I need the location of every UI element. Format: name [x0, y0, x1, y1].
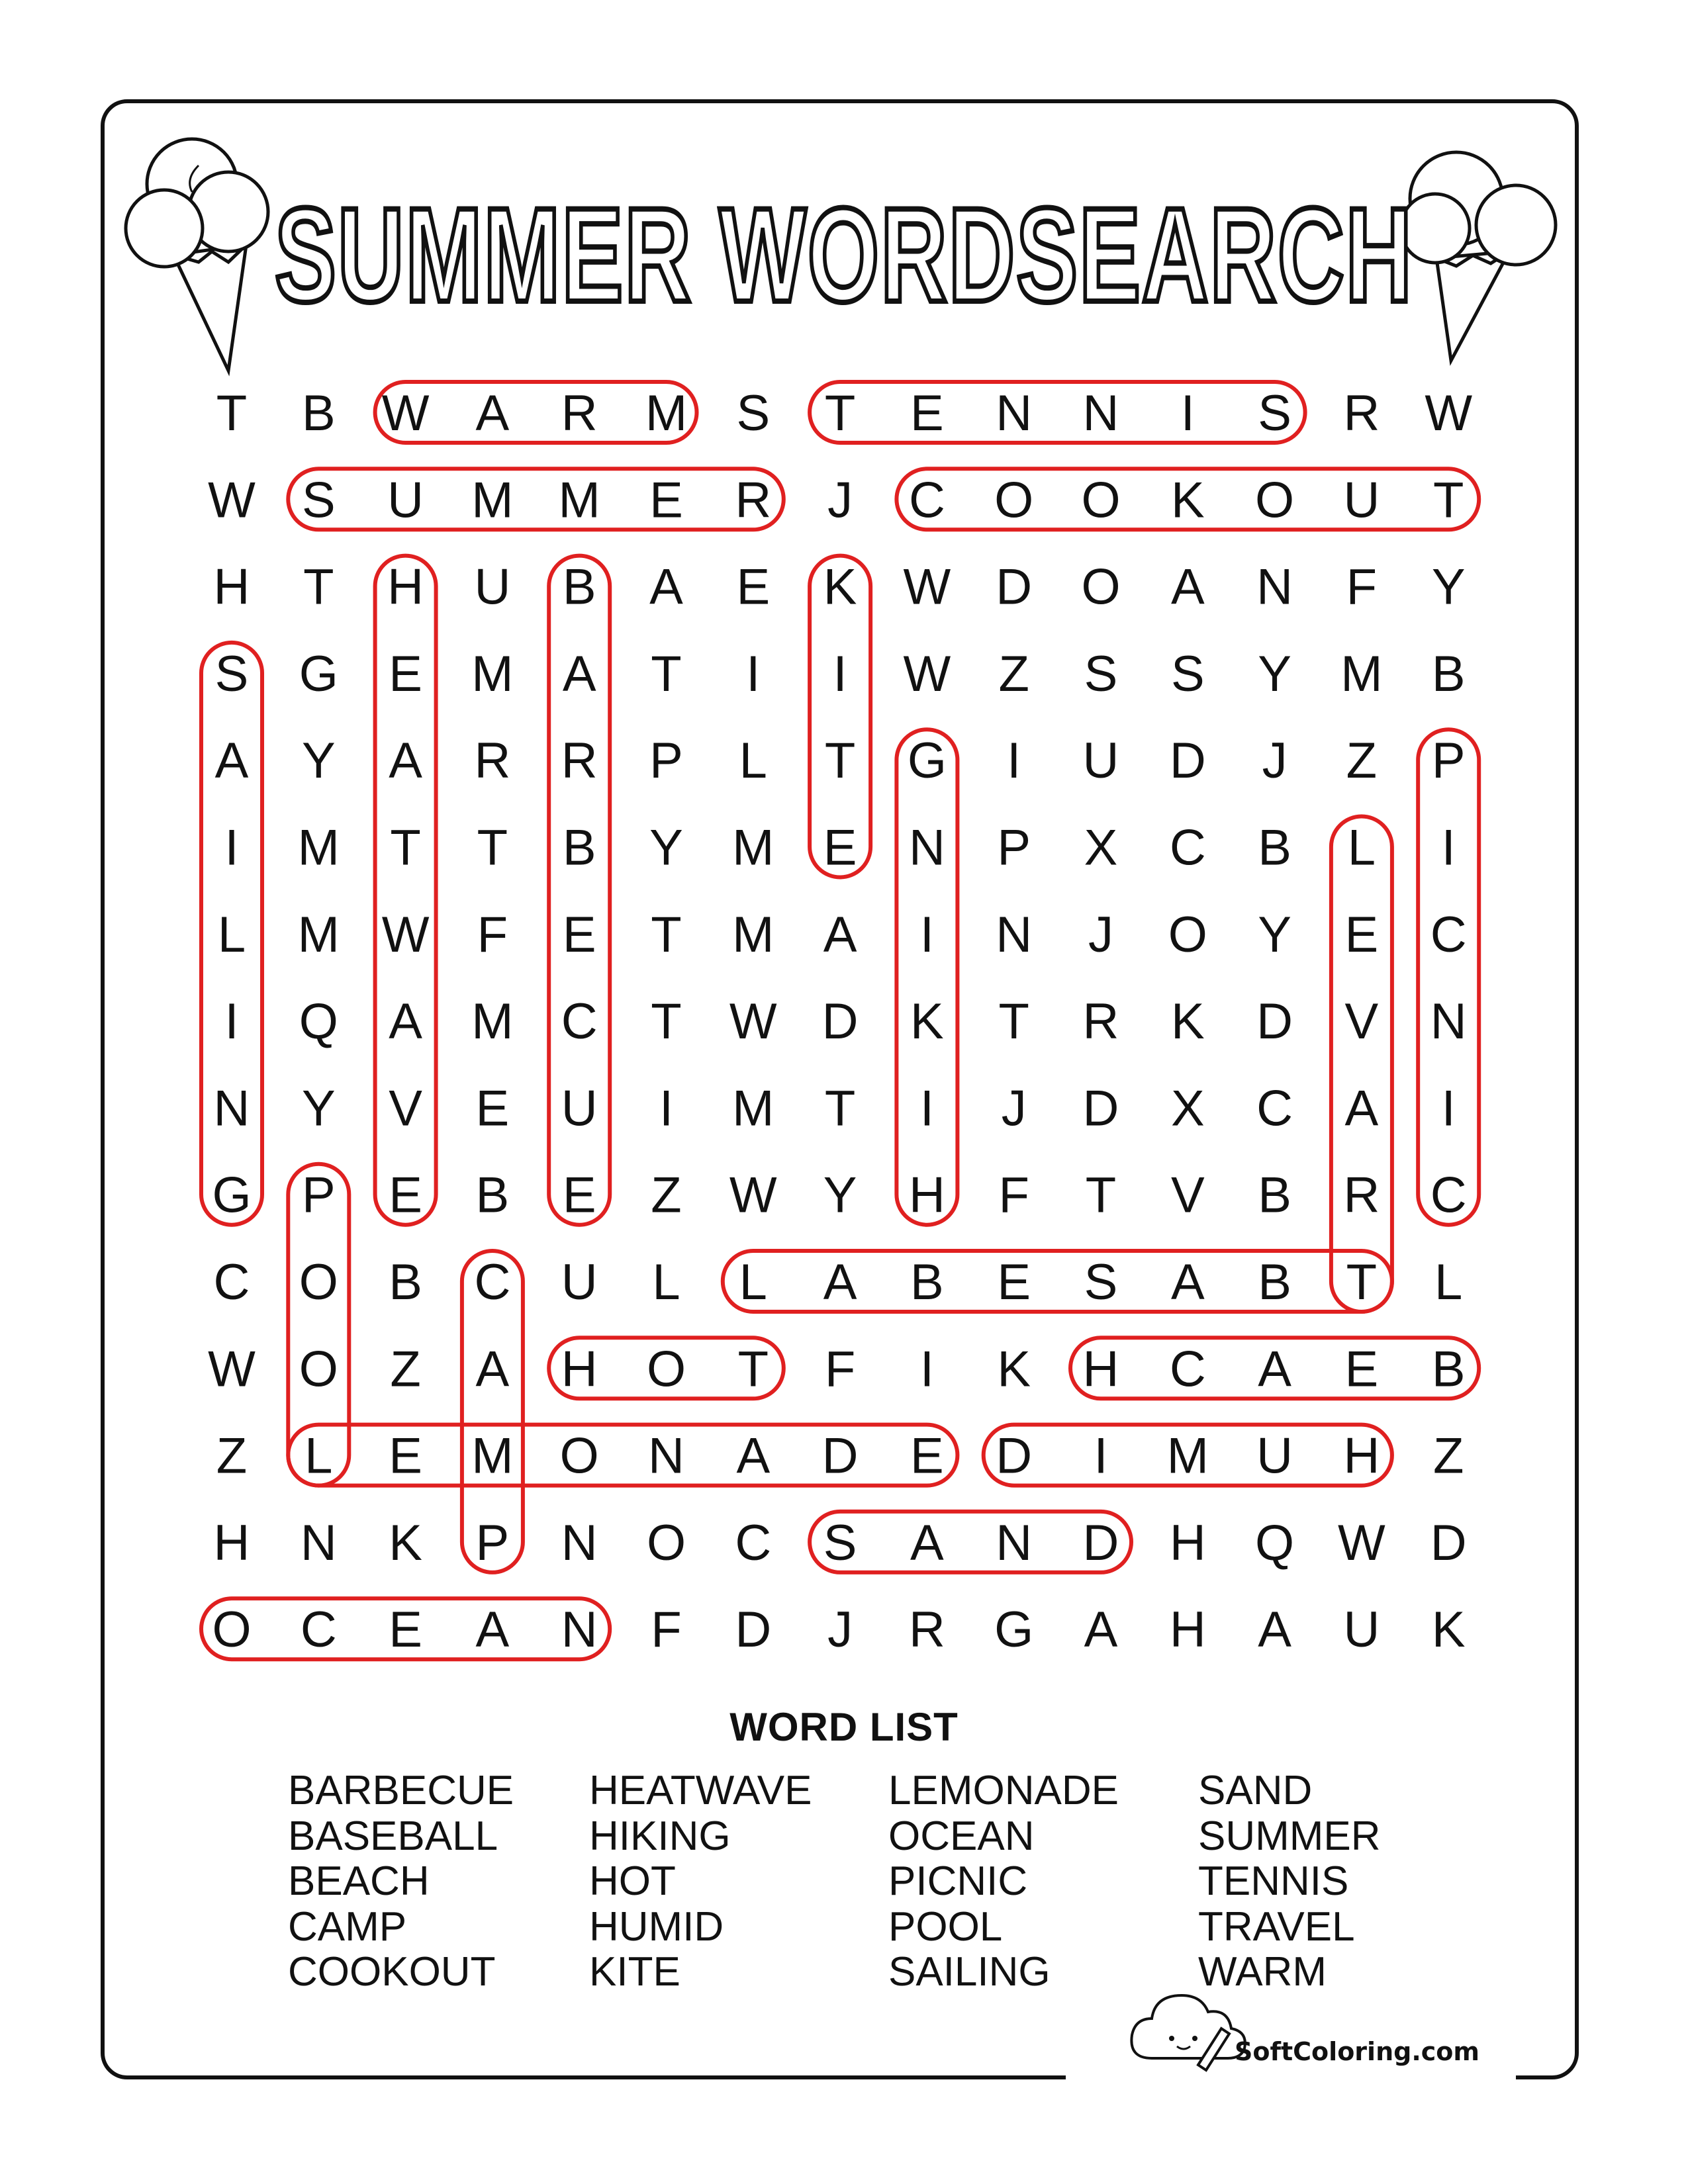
- grid-letter: M: [471, 1428, 514, 1484]
- grid-letter: M: [471, 993, 514, 1050]
- grid-letter: S: [214, 645, 249, 702]
- grid-letter: L: [305, 1428, 333, 1484]
- grid-letter: C: [561, 993, 598, 1050]
- grid-letter: J: [827, 1602, 853, 1659]
- grid-letter: O: [646, 1341, 686, 1398]
- grid-letter: A: [1344, 1080, 1379, 1137]
- grid-letter: J: [827, 472, 853, 529]
- word-list-item: BASEBALL: [288, 1813, 498, 1859]
- grid-letter: G: [212, 1167, 252, 1224]
- grid-letter: A: [1084, 1602, 1118, 1659]
- grid-letter: C: [1430, 1167, 1467, 1224]
- grid-letter: L: [652, 1254, 680, 1310]
- grid-letter: D: [1256, 993, 1293, 1050]
- grid-letter: F: [824, 1341, 856, 1398]
- grid-letter: H: [1169, 1602, 1206, 1659]
- grid-letter: F: [651, 1602, 682, 1659]
- grid-letter: K: [910, 993, 944, 1050]
- grid-letter: W: [903, 559, 951, 615]
- grid-letter: I: [919, 1080, 934, 1137]
- grid-letter: T: [651, 906, 682, 963]
- page-title: SUMMER WORDSEARCH: [274, 180, 1413, 330]
- grid-letter: A: [1258, 1341, 1291, 1398]
- grid-letter: Y: [301, 733, 336, 790]
- grid-letter: T: [737, 1341, 769, 1398]
- grid-letter: C: [908, 472, 945, 529]
- grid-letter: Y: [1258, 906, 1291, 963]
- grid-letter: I: [833, 645, 847, 702]
- word-list-item: HIKING: [589, 1813, 731, 1859]
- grid-letter: Z: [216, 1428, 248, 1484]
- grid-letter: B: [475, 1167, 510, 1224]
- grid-letter: N: [648, 1428, 684, 1484]
- grid-letter: L: [739, 733, 767, 790]
- grid-letter: M: [645, 385, 688, 441]
- word-list-item: POOL: [888, 1903, 1003, 1950]
- word-list-item: SAND: [1198, 1768, 1313, 1813]
- grid-letter: G: [907, 733, 947, 790]
- grid-letter: N: [996, 906, 1033, 963]
- grid-letter: T: [824, 733, 856, 790]
- grid-letter: Q: [1255, 1514, 1295, 1571]
- found-word-highlight: [896, 729, 957, 1225]
- grid-letter: N: [561, 1602, 598, 1659]
- grid-letter: G: [994, 1602, 1034, 1659]
- found-word-highlight: [1418, 729, 1479, 1225]
- grid-letter: A: [910, 1514, 944, 1571]
- grid-letter: W: [729, 1167, 777, 1224]
- grid-letter: X: [1084, 819, 1118, 876]
- grid-letter: U: [561, 1080, 598, 1137]
- grid-letter: M: [471, 472, 514, 529]
- grid-letter: T: [1085, 1167, 1117, 1224]
- grid-letter: A: [475, 1602, 510, 1659]
- grid-letter: Z: [651, 1167, 682, 1224]
- grid-letter: W: [729, 993, 777, 1050]
- grid-letter: M: [297, 819, 340, 876]
- grid-letter: C: [735, 1514, 772, 1571]
- grid-letter: E: [649, 472, 683, 529]
- grid-letter: R: [474, 733, 511, 790]
- grid-letter: V: [389, 1080, 422, 1137]
- grid-letter: H: [1082, 1341, 1119, 1398]
- grid-letter: O: [299, 1254, 338, 1310]
- grid-letter: M: [558, 472, 600, 529]
- grid-letter: P: [301, 1167, 336, 1224]
- grid-letter: U: [561, 1254, 598, 1310]
- grid-letter: H: [1169, 1514, 1206, 1571]
- grid-letter: W: [1425, 385, 1473, 441]
- grid-letter: N: [1082, 385, 1119, 441]
- grid-letter: Z: [1432, 1428, 1464, 1484]
- grid-letter: N: [1430, 993, 1467, 1050]
- grid-letter: T: [216, 385, 248, 441]
- word-list-column: [288, 1768, 514, 1995]
- grid-letter: H: [387, 559, 424, 615]
- grid-letter: E: [562, 1167, 596, 1224]
- grid-letter: M: [732, 819, 774, 876]
- grid-letter: E: [562, 906, 596, 963]
- grid-letter: B: [1431, 645, 1466, 702]
- grid-letter: P: [997, 819, 1031, 876]
- grid-letter: N: [996, 1514, 1033, 1571]
- grid-letter: U: [387, 472, 424, 529]
- grid-letter: S: [1084, 645, 1118, 702]
- word-list-item: HOT: [589, 1858, 676, 1904]
- grid-letter: E: [475, 1080, 510, 1137]
- grid-letter: A: [1170, 1254, 1205, 1310]
- grid-letter: T: [1432, 472, 1464, 529]
- grid-letter: P: [475, 1514, 510, 1571]
- grid-letter: R: [1343, 1167, 1380, 1224]
- grid-letter: A: [823, 1254, 857, 1310]
- grid-letter: W: [1338, 1514, 1385, 1571]
- grid-letter: I: [224, 819, 239, 876]
- grid-letter: K: [1170, 993, 1205, 1050]
- grid-letter: H: [1343, 1428, 1380, 1484]
- grid-letter: I: [1007, 733, 1021, 790]
- grid-letter: S: [301, 472, 336, 529]
- grid-letter: I: [659, 1080, 674, 1137]
- grid-letter: P: [1431, 733, 1466, 790]
- word-list-item: PICNIC: [888, 1858, 1028, 1904]
- word-list-item: TRAVEL: [1198, 1903, 1355, 1950]
- grid-letter: T: [390, 819, 421, 876]
- word-list-item: CAMP: [288, 1903, 407, 1950]
- grid-letter: Y: [1258, 645, 1291, 702]
- grid-letter: B: [1431, 1341, 1466, 1398]
- grid-letter: C: [474, 1254, 511, 1310]
- grid-letter: L: [1347, 819, 1376, 876]
- grid-letter: N: [561, 1514, 598, 1571]
- grid-letter: R: [735, 472, 772, 529]
- grid-letter: O: [212, 1602, 252, 1659]
- word-list-item: COOKOUT: [288, 1949, 496, 1995]
- grid-letter: S: [823, 1514, 857, 1571]
- grid-letter: U: [1343, 472, 1380, 529]
- word-list-item: SUMMER: [1198, 1813, 1381, 1859]
- grid-letter: B: [562, 819, 596, 876]
- grid-letter: R: [1343, 385, 1380, 441]
- grid-letter: T: [824, 385, 856, 441]
- grid-letter: U: [474, 559, 511, 615]
- grid-letter: B: [562, 559, 596, 615]
- word-list-item: HEATWAVE: [589, 1768, 812, 1813]
- grid-letter: M: [1166, 1428, 1209, 1484]
- grid-letter: V: [1170, 1167, 1205, 1224]
- grid-letter: Z: [1346, 733, 1378, 790]
- grid-letter: E: [389, 1167, 422, 1224]
- grid-letter: I: [224, 993, 239, 1050]
- grid-letter: A: [1170, 559, 1205, 615]
- grid-letter: Q: [299, 993, 338, 1050]
- grid-letter: F: [477, 906, 508, 963]
- grid-letter: J: [1001, 1080, 1027, 1137]
- grid-letter: T: [651, 645, 682, 702]
- grid-letter: N: [908, 819, 945, 876]
- grid-letter: I: [919, 1341, 934, 1398]
- grid-letter: A: [389, 993, 422, 1050]
- grid-letter: E: [1344, 1341, 1379, 1398]
- grid-letter: S: [1258, 385, 1291, 441]
- grid-letter: P: [649, 733, 683, 790]
- grid-letter: A: [389, 733, 422, 790]
- grid-letter: D: [821, 993, 859, 1050]
- grid-letter: Z: [998, 645, 1029, 702]
- grid-letter: K: [389, 1514, 422, 1571]
- grid-letter: J: [1262, 733, 1288, 790]
- grid-letter: C: [1169, 1341, 1206, 1398]
- grid-letter: C: [213, 1254, 250, 1310]
- grid-letter: T: [998, 993, 1029, 1050]
- grid-letter: E: [736, 559, 771, 615]
- grid-letter: E: [910, 385, 944, 441]
- grid-letter: M: [1340, 645, 1383, 702]
- grid-letter: A: [823, 906, 857, 963]
- grid-letter: Y: [1431, 559, 1466, 615]
- grid-letter: D: [1430, 1514, 1467, 1571]
- word-list-column: [1198, 1768, 1381, 1995]
- grid-letter: L: [739, 1254, 767, 1310]
- grid-letter: K: [997, 1341, 1031, 1398]
- grid-letter: D: [735, 1602, 772, 1659]
- grid-letter: B: [1258, 1167, 1291, 1224]
- grid-letter: U: [1343, 1602, 1380, 1659]
- word-list-column: [888, 1768, 1119, 1995]
- grid-letter: W: [903, 645, 951, 702]
- word-list-item: TENNIS: [1198, 1858, 1349, 1904]
- grid-letter: M: [297, 906, 340, 963]
- grid-letter: D: [996, 559, 1033, 615]
- found-word-highlight: [288, 469, 784, 529]
- word-list-item: LEMONADE: [888, 1768, 1119, 1813]
- grid-letter: E: [389, 645, 422, 702]
- grid-letter: R: [561, 385, 598, 441]
- grid-letter: E: [910, 1428, 944, 1484]
- grid-letter: I: [919, 906, 934, 963]
- grid-letter: E: [997, 1254, 1031, 1310]
- grid-letter: W: [208, 472, 256, 529]
- grid-letter: W: [381, 906, 430, 963]
- grid-letter: H: [561, 1341, 598, 1398]
- grid-letter: O: [299, 1341, 338, 1398]
- grid-letter: D: [1169, 733, 1206, 790]
- grid-letter: I: [1441, 1080, 1456, 1137]
- grid-letter: D: [821, 1428, 859, 1484]
- grid-letter: T: [477, 819, 508, 876]
- grid-letter: R: [1082, 993, 1119, 1050]
- grid-letter: A: [736, 1428, 771, 1484]
- grid-letter: Y: [823, 1167, 857, 1224]
- grid-letter: U: [1256, 1428, 1293, 1484]
- grid-letter: V: [1344, 993, 1379, 1050]
- grid-letter: B: [301, 385, 336, 441]
- grid-letter: D: [1082, 1080, 1119, 1137]
- grid-letter: H: [213, 1514, 250, 1571]
- grid-letter: N: [213, 1080, 250, 1137]
- word-list-column: [589, 1768, 812, 1995]
- grid-letter: T: [824, 1080, 856, 1137]
- word-list-item: OCEAN: [888, 1813, 1035, 1859]
- grid-letter: H: [908, 1167, 945, 1224]
- grid-letter: M: [732, 1080, 774, 1137]
- grid-letter: D: [1082, 1514, 1119, 1571]
- word-list-item: HUMID: [589, 1903, 724, 1950]
- grid-letter: B: [1258, 1254, 1291, 1310]
- grid-letter: O: [1081, 559, 1121, 615]
- grid-letter: N: [1256, 559, 1293, 615]
- grid-letter: F: [1346, 559, 1378, 615]
- grid-letter: C: [1256, 1080, 1293, 1137]
- grid-letter: Y: [649, 819, 683, 876]
- grid-letter: S: [1170, 645, 1205, 702]
- grid-letter: O: [646, 1514, 686, 1571]
- grid-letter: B: [1258, 819, 1291, 876]
- grid-letter: I: [1094, 1428, 1108, 1484]
- grid-letter: W: [381, 385, 430, 441]
- grid-letter: R: [908, 1602, 945, 1659]
- grid-letter: D: [996, 1428, 1033, 1484]
- grid-letter: A: [649, 559, 683, 615]
- grid-letter: B: [910, 1254, 944, 1310]
- grid-letter: N: [300, 1514, 337, 1571]
- grid-letter: L: [1434, 1254, 1463, 1310]
- grid-letter: M: [732, 906, 774, 963]
- grid-letter: X: [1170, 1080, 1205, 1137]
- grid-letter: S: [1084, 1254, 1118, 1310]
- grid-letter: O: [1168, 906, 1207, 963]
- grid-letter: I: [746, 645, 761, 702]
- grid-letter: A: [1258, 1602, 1291, 1659]
- grid-letter: E: [823, 819, 857, 876]
- grid-letter: O: [1255, 472, 1295, 529]
- grid-letter: T: [303, 559, 334, 615]
- grid-letter: M: [471, 645, 514, 702]
- grid-letter: I: [1180, 385, 1195, 441]
- grid-letter: N: [996, 385, 1033, 441]
- found-word-highlight: [810, 382, 1305, 443]
- grid-letter: L: [217, 906, 246, 963]
- grid-letter: E: [389, 1428, 422, 1484]
- grid-letter: C: [1430, 906, 1467, 963]
- grid-letter: W: [208, 1341, 256, 1398]
- grid-letter: S: [736, 385, 771, 441]
- grid-letter: H: [213, 559, 250, 615]
- grid-letter: F: [998, 1167, 1029, 1224]
- word-list-item: BEACH: [288, 1858, 430, 1904]
- grid-letter: R: [561, 733, 598, 790]
- word-list-title: WORD LIST: [729, 1705, 959, 1749]
- word-list-item: KITE: [589, 1949, 680, 1995]
- grid-letter: T: [651, 993, 682, 1050]
- grid-letter: I: [1441, 819, 1456, 876]
- grid-letter: A: [475, 1341, 510, 1398]
- grid-letter: K: [1431, 1602, 1466, 1659]
- grid-letter: A: [562, 645, 596, 702]
- grid-letter: O: [1081, 472, 1121, 529]
- grid-letter: E: [1344, 906, 1379, 963]
- word-list-item: BARBECUE: [288, 1768, 514, 1813]
- grid-letter: A: [475, 385, 510, 441]
- grid-letter: K: [823, 559, 857, 615]
- word-list-item: WARM: [1198, 1949, 1327, 1995]
- grid-letter: B: [389, 1254, 422, 1310]
- grid-letter: Z: [390, 1341, 421, 1398]
- grid-letter: Y: [301, 1080, 336, 1137]
- grid-letter: K: [1170, 472, 1205, 529]
- grid-letter: G: [299, 645, 338, 702]
- grid-letter: O: [559, 1428, 599, 1484]
- grid-letter: C: [1169, 819, 1206, 876]
- grid-letter: C: [300, 1602, 337, 1659]
- grid-letter: E: [389, 1602, 422, 1659]
- grid-letter: J: [1088, 906, 1113, 963]
- grid-letter: O: [994, 472, 1034, 529]
- grid-letter: A: [214, 733, 249, 790]
- found-word-highlight: [1331, 817, 1392, 1312]
- grid-letter: T: [1346, 1254, 1378, 1310]
- grid-letter: U: [1082, 733, 1119, 790]
- brand-name: SoftColoring.com: [1235, 2037, 1479, 2066]
- word-list-item: SAILING: [888, 1949, 1051, 1995]
